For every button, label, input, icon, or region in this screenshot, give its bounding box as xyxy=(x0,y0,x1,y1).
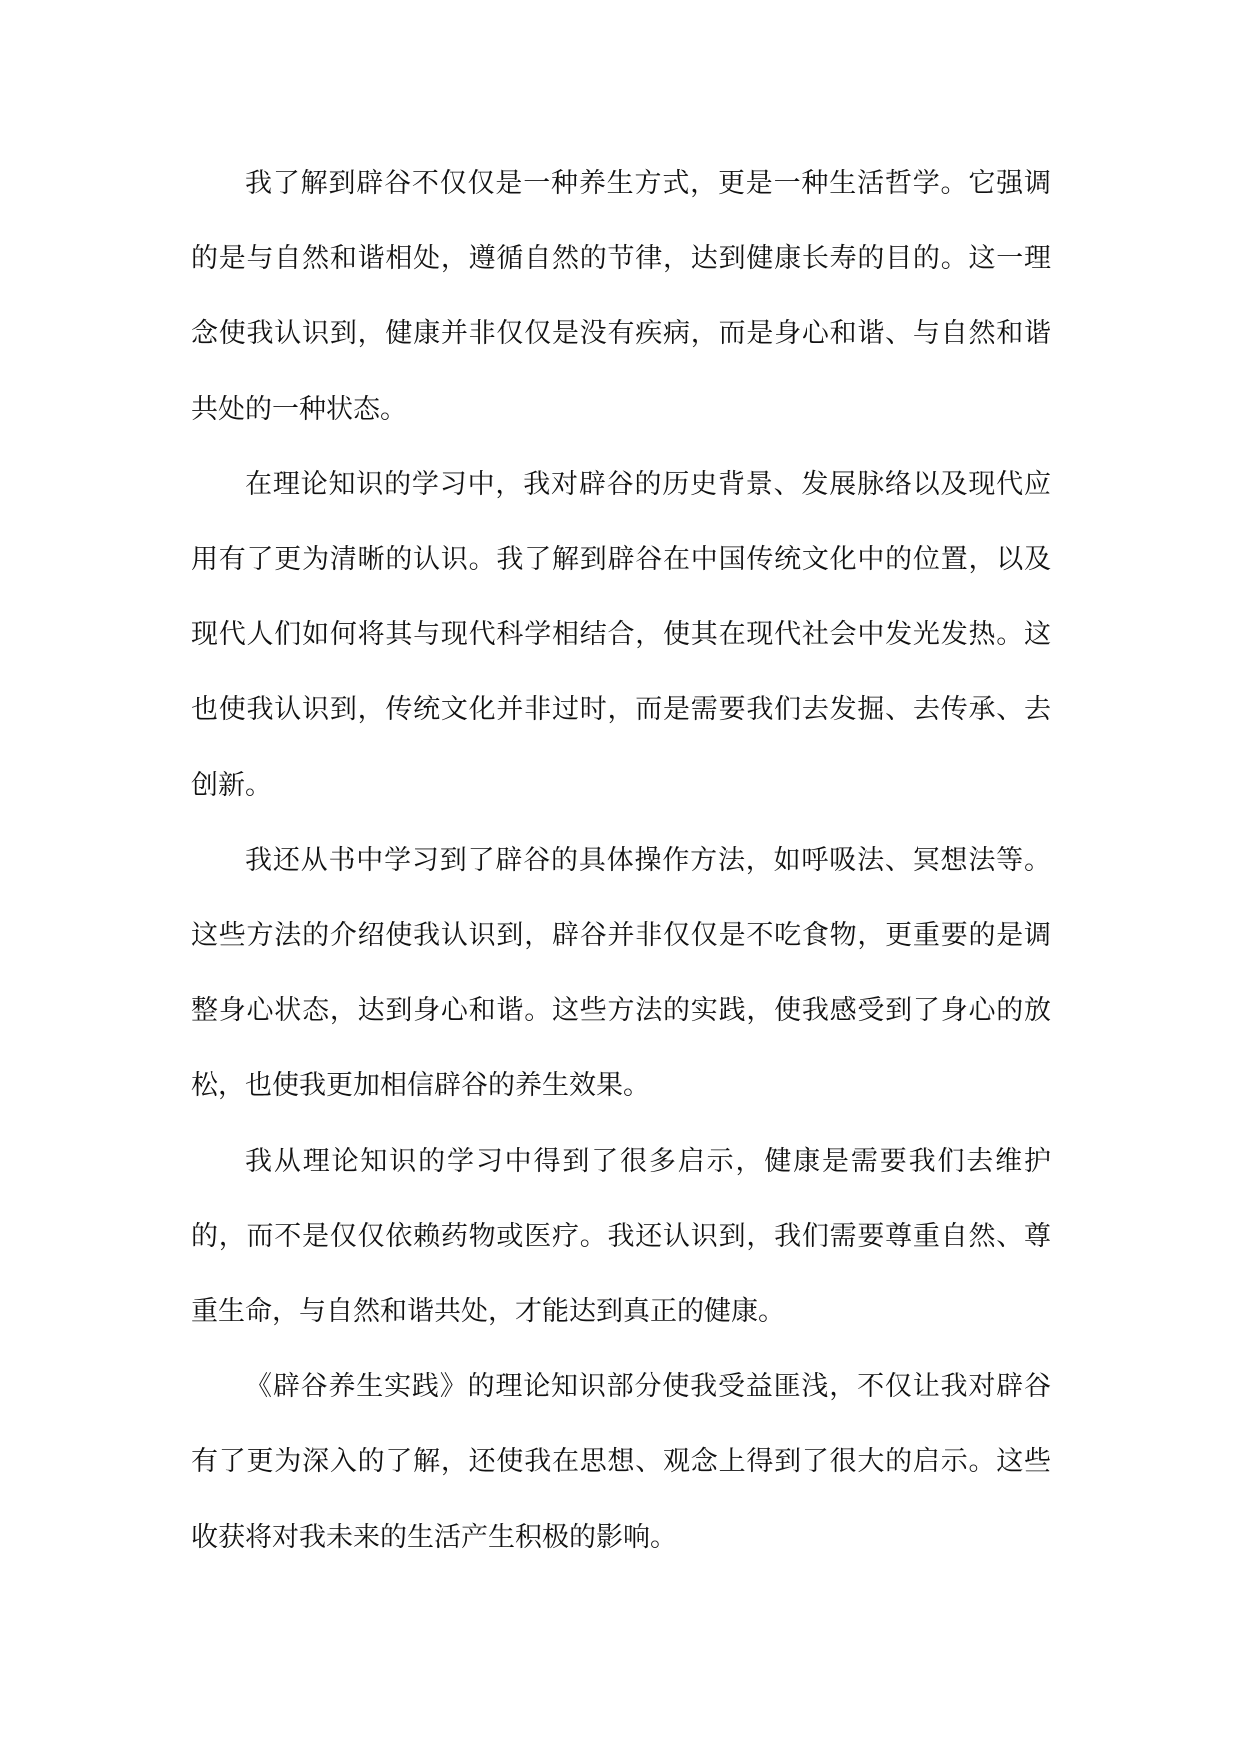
paragraph: 我从理论知识的学习中得到了很多启示，健康是需要我们去维护的，而不是仅仅依赖药物或医疗。我还认识到，我们需要尊重自然、尊重生命，与自然和谐共处，才能达到真正的健康。 xyxy=(191,1145,1051,1328)
document-body xyxy=(191,146,1051,1575)
paragraph: 我还从书中学习到了辟谷的具体操作方法，如呼吸法、冥想法等。这些方法的介绍使我认识到，辟谷并非仅仅是不吃食物，更重要的是调整身心状态，达到身心和谐。这些方法的实践，使我感受到了身心的放松，也使我更加相信辟谷的养生效果。 xyxy=(191,844,1051,1102)
paragraph: 《辟谷养生实践》的理论知识部分使我受益匪浅，不仅让我对辟谷有了更为深入的了解，还使我在思想、观念上得到了很大的启示。这些收获将对我未来的生活产生积极的影响。 xyxy=(191,1371,1051,1553)
paragraph: 在理论知识的学习中，我对辟谷的历史背景、发展脉络以及现代应用有了更为清晰的认识。我了解到辟谷在中国传统文化中的位置，以及现代人们如何将其与现代科学相结合，使其在现代社会中发光发热。这也使我认识到，传统文化并非过时，而是需要我们去发掘、去传承、去创新。 xyxy=(191,468,1051,801)
paragraph: 我了解到辟谷不仅仅是一种养生方式，更是一种生活哲学。它强调的是与自然和谐相处，遵循自然的节律，达到健康长寿的目的。这一理念使我认识到，健康并非仅仅是没有疾病，而是身心和谐、与自然和谐共处的一种状态。 xyxy=(191,168,1051,425)
